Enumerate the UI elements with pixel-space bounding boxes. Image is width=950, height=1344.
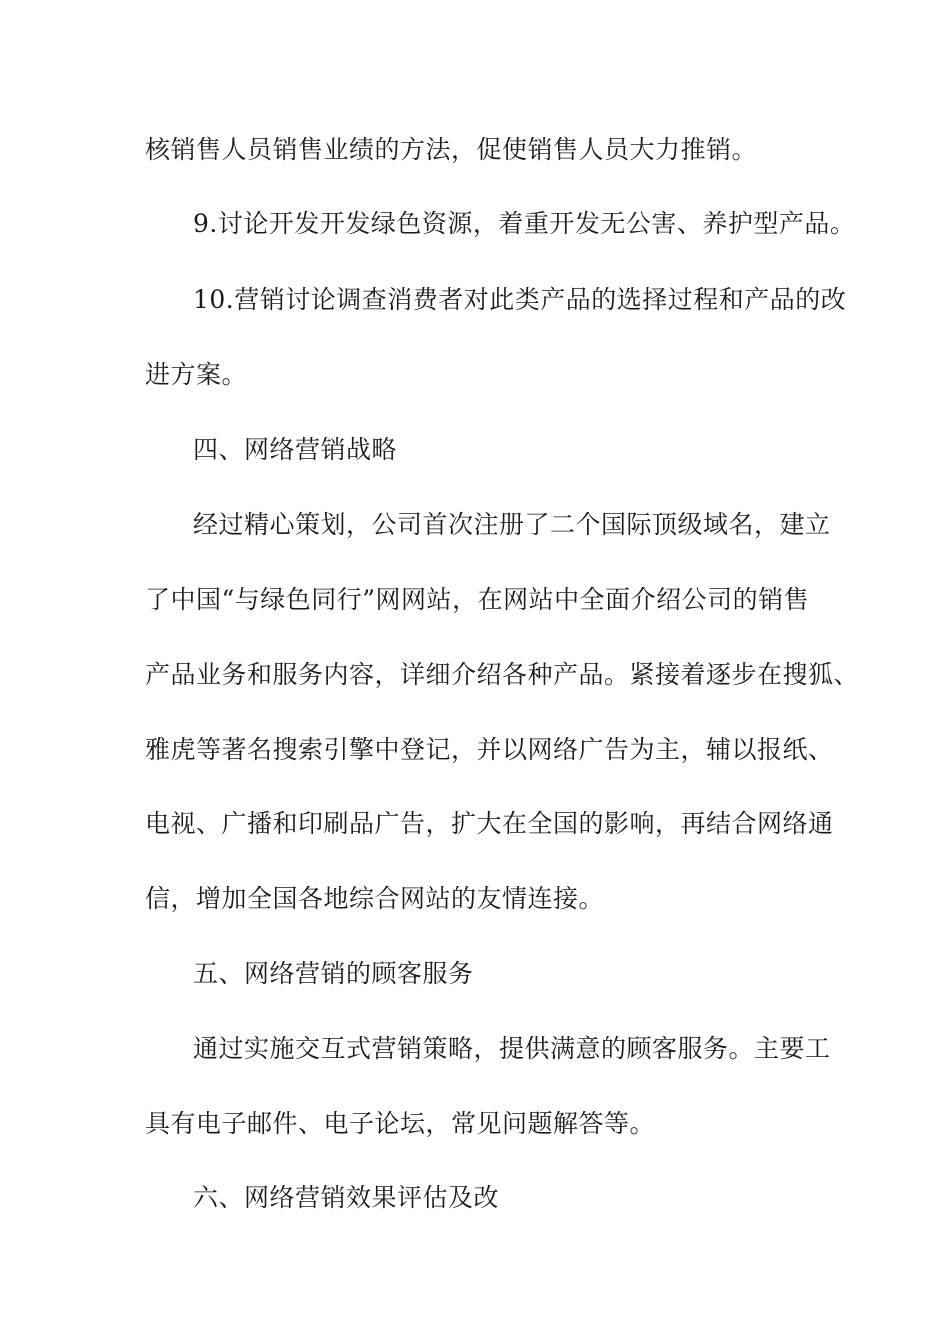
- paragraph-line: 信，增加全国各地综合网站的友情连接。: [145, 884, 605, 913]
- paragraph-line: 电视、广播和印刷品广告，扩大在全国的影响，再结合网络通: [145, 809, 834, 838]
- paragraph-line: 进方案。: [145, 360, 248, 389]
- paragraph-line: 通过实施交互式营销策略，提供满意的顾客服务。主要工: [193, 1034, 831, 1063]
- paragraph-line: 了中国“与绿色同行”网网站，在网站中全面介绍公司的销售: [145, 585, 810, 614]
- list-item-10: 10.营销讨论调查消费者对此类产品的选择过程和产品的改: [193, 285, 847, 314]
- list-item-9: 9.讨论开发开发绿色资源，着重开发无公害、养护型产品。: [193, 209, 856, 238]
- paragraph-line: 具有电子邮件、电子论坛，常见问题解答等。: [145, 1109, 656, 1138]
- section-heading-6: 六、网络营销效果评估及改: [193, 1183, 500, 1212]
- section-heading-5: 五、网络营销的顾客服务: [193, 959, 474, 988]
- paragraph-line: 经过精心策划，公司首次注册了二个国际顶级域名，建立: [193, 510, 831, 539]
- section-heading-4: 四、网络营销战略: [193, 435, 398, 464]
- paragraph-line: 核销售人员销售业绩的方法，促使销售人员大力推销。: [145, 135, 758, 164]
- paragraph-line: 雅虎等著名搜索引擎中登记，并以网络广告为主，辅以报纸、: [145, 735, 834, 764]
- paragraph-line: 产品业务和服务内容，详细介绍各种产品。紧接着逐步在搜狐、: [145, 660, 860, 689]
